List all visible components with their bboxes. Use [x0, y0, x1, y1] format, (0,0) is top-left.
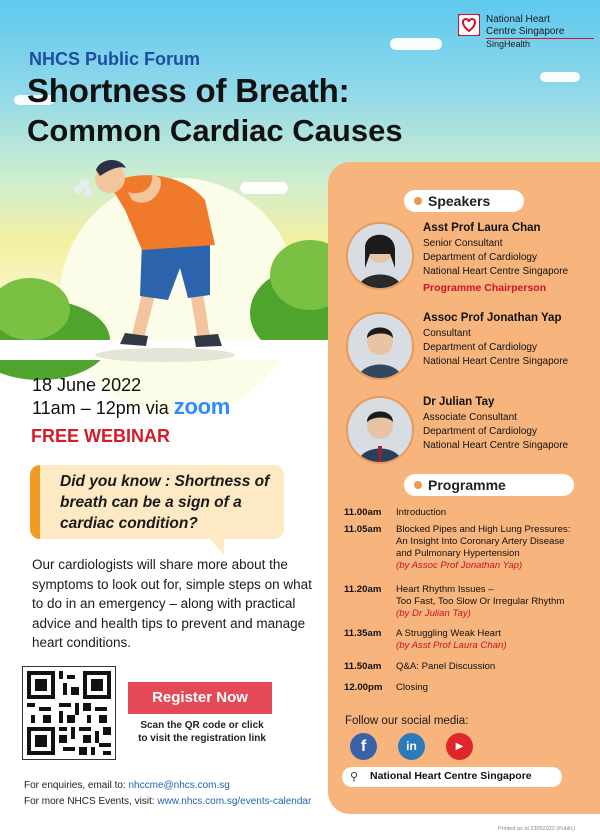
speaker-dept: Department of Cardiology — [423, 426, 537, 437]
programme-speaker: (by Dr Julian Tay) — [396, 608, 471, 619]
page-title-line-2: Common Cardiac Causes — [27, 113, 403, 148]
callout-accent-bar — [30, 465, 40, 539]
callout-text: Did you know : Shortness of breath can be a sign of a cardiac condition? — [60, 473, 270, 532]
speaker-info — [423, 312, 568, 369]
speaker-org: National Heart Centre Singapore — [423, 440, 569, 451]
callout-tail — [210, 539, 224, 555]
youtube-icon[interactable]: ▶ — [446, 733, 473, 760]
cloud — [540, 72, 580, 82]
programme-line: and Pulmonary Hypertension — [396, 548, 520, 559]
programme-line: Blocked Pipes and High Lung Pressures: — [396, 524, 571, 535]
eyebrow-title: NHCS Public Forum — [29, 49, 201, 69]
programme-item — [396, 682, 594, 694]
speaker-title: Consultant — [423, 328, 471, 339]
speaker-role: Programme Chairperson — [423, 282, 547, 294]
programme-line: Introduction — [396, 507, 447, 518]
event-datetime — [32, 374, 230, 419]
programme-time: 11.35am — [344, 628, 382, 639]
programme-heading-label: Programme — [428, 477, 506, 493]
programme-heading — [404, 474, 574, 496]
speaker-info — [423, 396, 568, 453]
programme-speaker: (by Asst Prof Laura Chan) — [396, 640, 507, 651]
event-time-row — [32, 396, 230, 419]
programme-item — [396, 628, 594, 652]
speaker-name: Dr Julian Tay — [423, 396, 495, 408]
programme-time: 12.00pm — [344, 682, 383, 693]
page-title-line-1: Shortness of Breath: — [27, 72, 350, 109]
programme-line: Heart Rhythm Issues – — [396, 584, 494, 595]
social-search-bar[interactable] — [342, 767, 562, 787]
breathless-man-illustration — [70, 150, 250, 365]
programme-item — [396, 661, 594, 673]
breath-puff — [74, 179, 92, 196]
social-heading: Follow our social media: — [345, 715, 469, 727]
registration-hint — [122, 719, 282, 745]
programme-speaker: (by Assoc Prof Jonathan Yap) — [396, 560, 523, 571]
speakers-heading-label: Speakers — [428, 193, 491, 209]
programme-item — [396, 584, 594, 620]
search-icon: ⚲ — [350, 771, 359, 783]
speaker-name: Asst Prof Laura Chan — [423, 222, 541, 234]
speaker-title: Senior Consultant — [423, 238, 503, 249]
speaker-org: National Heart Centre Singapore — [423, 356, 569, 367]
speakers-heading — [404, 190, 524, 212]
registration-hint-line: Scan the QR code or click — [140, 720, 264, 731]
callout-bubble — [30, 465, 284, 539]
programme-line: Q&A: Panel Discussion — [396, 661, 496, 672]
speaker-dept: Department of Cardiology — [423, 252, 537, 263]
heart-logo-icon — [458, 14, 480, 36]
registration-hint-line: to visit the registration link — [138, 733, 266, 744]
speaker-title: Associate Consultant — [423, 412, 517, 423]
speaker-name: Assoc Prof Jonathan Yap — [423, 312, 562, 324]
right-shoe — [194, 334, 222, 347]
free-webinar-tag: FREE WEBINAR — [31, 426, 170, 446]
bullet-icon — [414, 197, 422, 205]
avatar — [346, 396, 414, 464]
search-text: National Heart Centre Singapore — [370, 770, 532, 782]
logo-line-1: National Heart — [486, 14, 550, 25]
programme-item — [396, 507, 594, 519]
bullet-icon — [414, 481, 422, 489]
event-date: 18 June 2022 — [32, 375, 142, 395]
email-row — [24, 778, 311, 794]
register-now-button[interactable]: Register Now — [128, 682, 272, 714]
shirt — [110, 175, 215, 250]
shadow — [95, 348, 235, 362]
linkedin-icon[interactable]: in — [398, 733, 425, 760]
avatar — [346, 222, 414, 290]
programme-line: Closing — [396, 682, 428, 693]
avatar — [346, 312, 414, 380]
events-row — [24, 794, 311, 810]
programme-line: An Insight Into Coronary Artery Disease — [396, 536, 565, 547]
printed-note: Printed as at 23052022 (Public) — [498, 826, 576, 832]
facebook-icon[interactable]: f — [350, 733, 377, 760]
events-prefix: For more NHCS Events, visit: — [24, 796, 158, 807]
programme-time: 11.50am — [344, 661, 382, 672]
qr-code[interactable] — [22, 666, 116, 760]
description-text: Our cardiologists will share more about the symptoms to look out for, simple steps on what to do in an emergency – along with practical advice and health tips to prevent and manage heart conditions. — [32, 557, 312, 650]
cloud — [390, 38, 442, 50]
programme-line: A Struggling Weak Heart — [396, 628, 501, 639]
nhcs-logo — [458, 14, 594, 54]
logo-line-2: Centre Singapore — [486, 26, 565, 37]
logo-line-3: SingHealth — [486, 39, 531, 49]
programme-item — [396, 524, 594, 572]
programme-time: 11.00am — [344, 507, 382, 518]
speaker-dept: Department of Cardiology — [423, 342, 537, 353]
event-time: 11am – 12pm via — [32, 398, 169, 418]
programme-time: 11.05am — [344, 524, 382, 535]
events-link[interactable]: www.nhcs.com.sg/events-calendar — [157, 796, 312, 807]
speaker-org: National Heart Centre Singapore — [423, 266, 569, 277]
email-prefix: For enquiries, email to: — [24, 780, 129, 791]
programme-line: Too Fast, Too Slow Or Irregular Rhythm — [396, 596, 565, 607]
zoom-logo: zoom — [173, 394, 231, 419]
shorts — [140, 242, 210, 300]
email-link[interactable]: nhccme@nhcs.com.sg — [128, 780, 230, 791]
speaker-info — [423, 222, 568, 294]
contact-info — [24, 778, 311, 810]
programme-time: 11.20am — [344, 584, 382, 595]
